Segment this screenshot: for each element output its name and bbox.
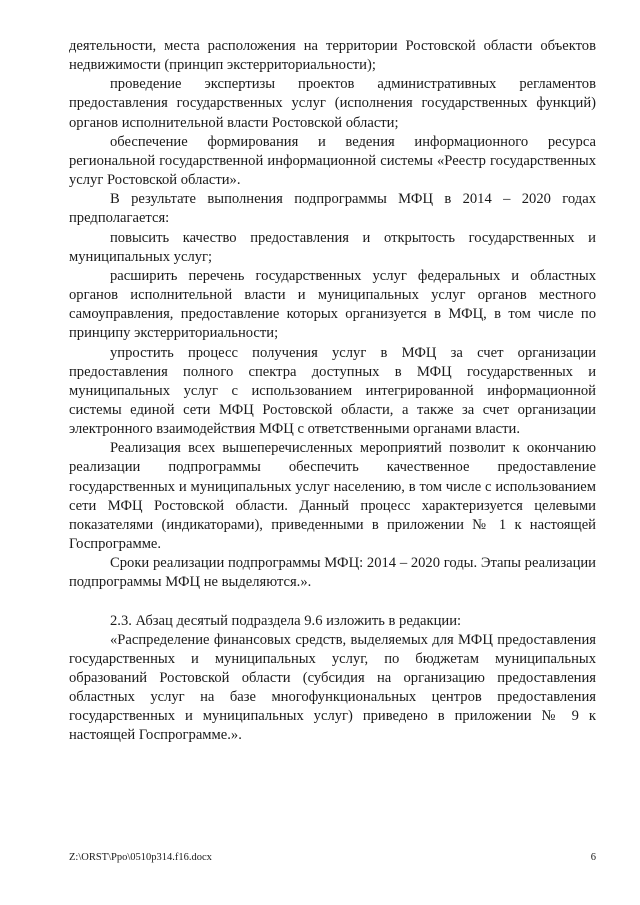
section-heading: 2.3. Абзац десятый подраздела 9.6 изложить в редакции: [110, 612, 462, 629]
paragraph: упростить процесс получения услуг в МФЦ за счет организации предоставления полного спектра доступных в МФЦ государственных и муниципальных услуг с использованием интегрированной информационной системы единой сети МФЦ Ростовской области, а также за счет организации электронного взаимодействия МФЦ с ответственными органами власти. [69, 344, 596, 438]
file-path: Z:\ORST\Ppo\0510p314.f16.docx [69, 852, 212, 863]
paragraph: повысить качество предоставления и открытость государственных и муниципальных услуг; [69, 229, 596, 265]
paragraph: обеспечение формирования и ведения информационного ресурса региональной государственной информационной системы «Реестр государственных услуг Ростовской области». [69, 133, 596, 189]
paragraph: Реализация всех вышеперечисленных мероприятий позволит к окончанию реализации подпрограммы обеспечить качественное предоставление государственных и муниципальных услуг населению, в том числе с использованием сети МФЦ Ростовской области. Данный процесс характеризуется целевыми показателями (индикаторами), приведенными в приложении № 1 к настоящей Госпрограмме. [69, 440, 596, 553]
paragraph: В результате выполнения подпрограммы МФЦ в 2014 – 2020 годах предполагается: [69, 191, 596, 227]
paragraph: расширить перечень государственных услуг федеральных и областных органов исполнительной власти и муниципальных услуг органов местного самоуправления, предоставление которых организуется в МФЦ, в том числе по принципу экстерриториальности; [69, 267, 596, 342]
paragraph: «Распределение финансовых средств, выделяемых для МФЦ предоставления государственных и муниципальных услуг, по бюджетам муниципальных образований Ростовской области (субсидия на организацию предоставления областных услуг на базе многофункциональных центров предоставления государственных и муниципальных услуг) приведено в приложении № 9 к настоящей Госпрограмме.». [69, 631, 596, 744]
paragraph-spacer [69, 593, 596, 612]
page-footer [69, 852, 596, 864]
document-body [69, 37, 596, 746]
page-number: 6 [590, 852, 596, 863]
paragraph: Сроки реализации подпрограммы МФЦ: 2014 – 2020 годы. Этапы реализации подпрограммы МФЦ не выделяются.». [69, 555, 596, 591]
paragraph: деятельности, места расположения на территории Ростовской области объектов недвижимости (принцип экстерриториальности); [69, 38, 596, 74]
paragraph: проведение экспертизы проектов административных регламентов предоставления государственных услуг (исполнения государственных функций) органов исполнительной власти Ростовской области; [69, 76, 596, 131]
